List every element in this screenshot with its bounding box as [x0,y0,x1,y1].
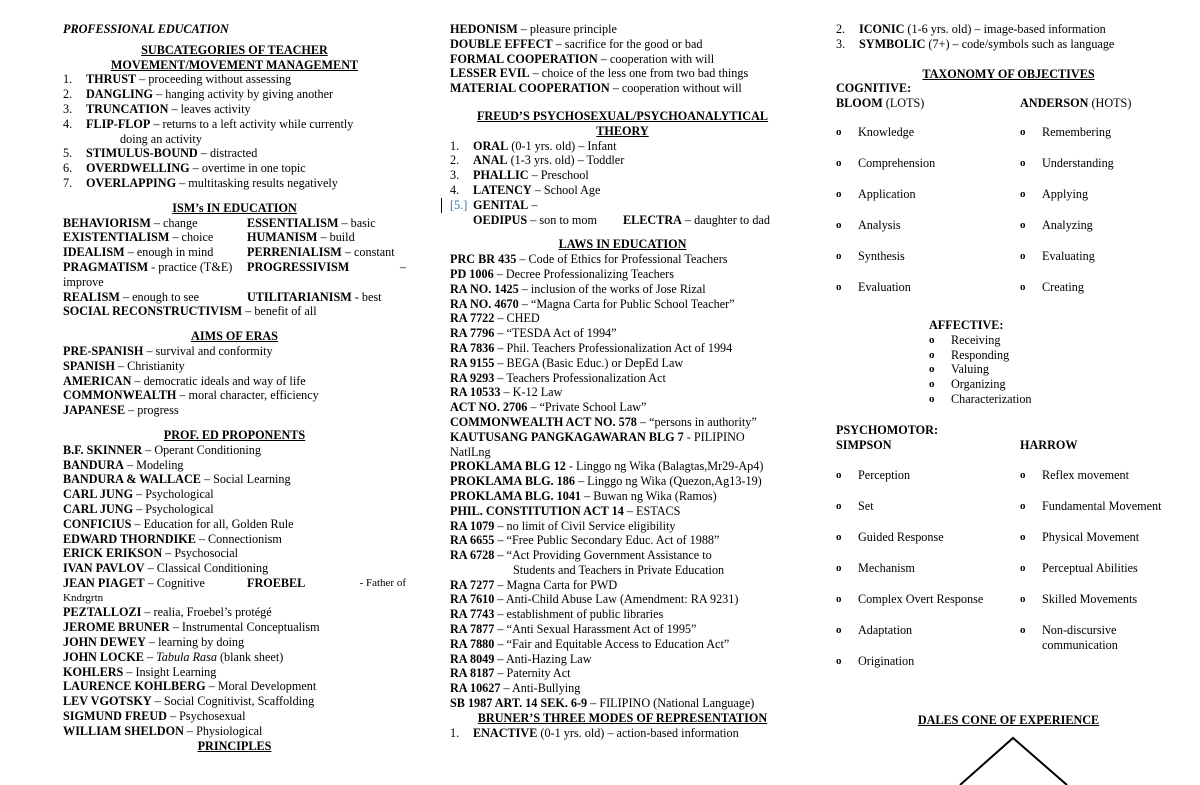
list-item: PEZTALLOZI – realia, Froebel’s protégé [63,605,272,620]
list-item: o Origination [836,654,915,669]
list-item: RA 7610 – Anti-Child Abuse Law (Amendment: RA 9231) [450,592,739,607]
list-item: EDWARD THORNDIKE – Connectionism [63,531,282,546]
list-item: BANDURA – Modeling [63,457,184,472]
list-item: o Characterization [929,391,1032,406]
list-item: 7. OVERLAPPING – multitasking results negatively [63,175,338,190]
list-item: RA 10533 – K-12 Law [450,385,563,400]
column-2 [450,22,795,740]
ism-item: ESSENTIALISM – basic [247,215,376,230]
list-item: B.F. SKINNER – Operant Conditioning [63,442,261,457]
list-item: BANDURA & WALLACE – Social Learning [63,472,291,487]
list-item: WILLIAM SHELDON – Physiological [63,723,263,738]
list-item: OEDIPUS – son to mom ELECTRA – daughter to dad [473,212,770,227]
list-item: RA NO. 4670 – “Magna Carta for Public School Teacher” [450,296,735,311]
list-item: o Guided Response [836,530,944,545]
list-item: CARL JUNG – Psychological [63,487,214,502]
list-item: RA 7796 – “TESDA Act of 1994” [450,326,617,341]
list-item: 2. ICONIC (1-6 yrs. old) – image-based information [836,22,1106,36]
list-item: FORMAL COOPERATION – cooperation with will [450,51,715,66]
column-1 [63,22,406,753]
list-item: RA 8049 – Anti-Hazing Law [450,651,592,666]
list-item: RA 7277 – Magna Carta for PWD [450,577,618,592]
column-3 [836,22,1181,685]
list-item: 2. ANAL (1-3 yrs. old) – Toddler [450,153,625,168]
list-item: LEV VGOTSKY – Social Cognitivist, Scaffolding [63,694,315,709]
principles-heading: PRINCIPLES [197,738,272,753]
freud-heading: FREUD’S PSYCHOSEXUAL/PSYCHOANALYTICAL THEORY [476,108,769,138]
cone-outline [960,738,1067,785]
list-item: PRE-SPANISH – survival and conformity [63,343,273,358]
eras-list [63,344,406,418]
isms-grid [63,216,406,275]
list-item: KAUTUSANG PANGKAGAWARAN BLG 7 - PILIPINO [450,429,745,444]
list-item: o Adaptation [836,623,913,638]
list-item: RA 10627 – Anti-Bullying [450,681,581,696]
document-title: PROFESSIONAL EDUCATION [63,22,229,36]
list-item: RA 7743 – establishment of public libraries [450,607,664,622]
list-item: RA 9155 – BEGA (Basic Educ.) or DepEd Law [450,355,684,370]
affective-block [836,318,1181,407]
eras-heading: AIMS OF ERAS [191,329,278,344]
bruner-list-cont [836,22,1181,52]
cognitive-grid [836,125,1181,311]
ism-item: SOCIAL RECONSTRUCTIVISM – benefit of all [63,304,317,319]
list-item: CARL JUNG – Psychological [63,501,214,516]
list-item: o Knowledge [836,124,915,139]
list-item: o Perception [836,468,911,483]
list-item: o Evaluation [836,279,911,294]
list-item: ACT NO. 2706 – “Private School Law” [450,400,647,415]
list-item: o Application [836,186,916,201]
change-bar-marker [441,198,442,213]
list-item: COMMONWEALTH ACT NO. 578 – “persons in authority” [450,414,757,429]
list-item-continuation: Students and Teachers in Private Education [513,562,725,577]
list-item: MATERIAL COOPERATION – cooperation without will [450,81,742,96]
list-item: o Fundamental Movement [1020,499,1162,514]
list-item: 1. THRUST – proceeding without assessing [63,72,292,87]
bloom-list [836,125,1020,311]
list-item: RA 8187 – Paternity Act [450,666,571,681]
taxonomy-heading: TAXONOMY OF OBJECTIVES [922,66,1095,81]
ism-item: PROGRESSIVISM – [247,259,406,274]
list-item: o Reflex movement [1020,468,1129,483]
harrow-label: HARROW [1020,437,1078,452]
list-item: o Evaluating [1020,248,1095,263]
list-item: SB 1987 ART. 14 SEK. 6-9 – FILIPINO (National Language) [450,696,755,711]
ism-item: BEHAVIORISM – change [63,215,198,230]
list-item: 1. ENACTIVE (0-1 yrs. old) – action-based information [450,725,739,740]
list-item: o Mechanism [836,561,915,576]
list-item: 2. DANGLING – hanging activity by giving another [63,87,334,102]
dales-cone-diagram [955,735,1075,785]
list-item: COMMONWEALTH – moral character, efficiency [63,388,319,403]
list-item: PROKLAMA BLG. 1041 – Buwan ng Wika (Ramos) [450,488,717,503]
list-item: o Creating [1020,279,1084,294]
list-item: RA 9293 – Teachers Professionalization Act [450,370,666,385]
list-item: o Analysis [836,217,901,232]
list-item: o Physical Movement [1020,530,1140,545]
list-item: PD 1006 – Decree Professionalizing Teachers [450,266,674,281]
list-item: PHIL. CONSTITUTION ACT 14 – ESTACS [450,503,681,518]
list-item-wrap: NatlLng [450,444,491,459]
anderson-label: ANDERSON (HOTS) [1020,96,1132,111]
list-item: o Non-discursive communication [1020,623,1118,653]
list-item: o Perceptual Abilities [1020,561,1138,576]
list-item: CONFICIUS – Education for all, Golden Rule [63,516,294,531]
harrow-list [1020,468,1181,685]
list-item: o Synthesis [836,248,905,263]
list-item: o Remembering [1020,124,1112,139]
bruner-heading: BRUNER’S THREE MODES OF REPRESENTATION [477,710,768,725]
list-item: o Organizing [929,377,1006,392]
list-item: JAPANESE – progress [63,403,179,418]
list-item: 3. TRUNCATION – leaves activity [63,101,251,116]
list-item: KOHLERS – Insight Learning [63,664,217,679]
list-item: RA 7722 – CHED [450,311,540,326]
bloom-label: BLOOM (LOTS) [836,96,925,111]
ism-wrap: improve [63,274,104,289]
list-item-continuation: doing an activity [120,131,202,146]
list-item: 6. OVERDWELLING – overtime in one topic [63,161,306,176]
list-item: PRC BR 435 – Code of Ethics for Professional Teachers [450,252,728,267]
list-item: o Complex Overt Response [836,592,984,607]
simpson-label: SIMPSON [836,437,892,452]
list-item: o Analyzing [1020,217,1093,232]
list-item: ERICK ERIKSON – Psychosocial [63,546,239,561]
list-item: o Applying [1020,186,1089,201]
laws-list [450,252,795,711]
list-item: JOHN DEWEY – learning by doing [63,635,245,650]
list-item: 4. LATENCY – School Age [450,182,601,197]
list-item: o Skilled Movements [1020,592,1138,607]
list-item: RA 6655 – “Free Public Secondary Educ. Act of 1988” [450,533,720,548]
movement-list [63,72,406,190]
list-item: RA 6728 – “Act Providing Government Assistance to [450,548,712,563]
list-item: o Understanding [1020,155,1114,170]
list-item: 4. FLIP-FLOP – returns to a left activity while currently [63,116,354,131]
proponents-heading: PROF. ED PROPONENTS [163,427,306,442]
list-item: LESSER EVIL – choice of the less one from two bad things [450,66,749,81]
list-item: 1. ORAL (0-1 yrs. old) – Infant [450,138,617,153]
list-item: [5.] GENITAL – [450,198,795,213]
ism-item: UTILITARIANISM - best [247,289,382,304]
list-item: o Valuing [929,362,989,377]
psychomotor-grid [836,468,1181,685]
ism-item: EXISTENTIALISM – choice [63,230,214,245]
isms-heading: ISM’s IN EDUCATION [172,200,297,215]
affective-label: AFFECTIVE: [929,317,1004,332]
movement-heading: SUBCATEGORIES OF TEACHER MOVEMENT/MOVEMENT MANAGEMENT [110,42,359,72]
list-item: o Receiving [929,332,1001,347]
psychomotor-label: PSYCHOMOTOR: [836,422,939,437]
ism-item: REALISM – enough to see [63,289,200,304]
list-item: RA 1079 – no limit of Civil Service eligibility [450,518,676,533]
cognitive-label: COGNITIVE: [836,81,912,96]
list-item: RA 7880 – “Fair and Equitable Access to Education Act” [450,636,730,651]
anderson-list [1020,125,1181,311]
list-item: 5. STIMULUS-BOUND – distracted [63,146,258,161]
simpson-list [836,468,1020,685]
list-item-wrap: Kndrgrtn [63,591,104,604]
list-item: DOUBLE EFFECT – sacrifice for the good or bad [450,36,703,51]
list-item: JEROME BRUNER – Instrumental Conceptualism [63,620,320,635]
list-item: RA NO. 1425 – inclusion of the works of Jose Rizal [450,281,706,296]
list-item: SIGMUND FREUD – Psychosexual [63,709,246,724]
list-item: o Responding [929,347,1010,362]
list-item: SPANISH – Christianity [63,358,185,373]
laws-heading: LAWS IN EDUCATION [558,237,687,252]
list-item: RA 7877 – “Anti Sexual Harassment Act of 1995” [450,622,697,637]
ism-item: HUMANISM – build [247,230,355,245]
list-item: 3. PHALLIC – Preschool [450,168,589,183]
ism-item: PRAGMATISM - practice (T&E) [63,259,233,274]
ism-item: IDEALISM – enough in mind [63,245,214,260]
principles-list [450,22,795,96]
list-item: o Set [836,499,874,514]
dales-cone-heading: DALES CONE OF EXPERIENCE [917,713,1100,727]
list-item: JEAN PIAGET – Cognitive FROEBEL - Father of [63,575,406,590]
ism-item: PERRENIALISM – constant [247,245,395,260]
list-item: o Comprehension [836,155,936,170]
list-item: 3. SYMBOLIC (7+) – code/symbols such as language [836,36,1115,51]
freud-list [450,139,795,228]
list-item: HEDONISM – pleasure principle [450,22,617,36]
list-item: JOHN LOCKE – Tabula Rasa (blank sheet) [63,649,284,664]
list-item: PROKLAMA BLG. 186 – Linggo ng Wika (Quezon,Ag13-19) [450,474,762,489]
list-item: LAURENCE KOHLBERG – Moral Development [63,679,317,694]
list-item: RA 7836 – Phil. Teachers Professionalization Act of 1994 [450,340,733,355]
list-item: AMERICAN – democratic ideals and way of life [63,373,306,388]
proponents-list [63,443,406,739]
list-item: PROKLAMA BLG 12 - Linggo ng Wika (Balagtas,Mr29-Ap4) [450,459,764,474]
list-item: IVAN PAVLOV – Classical Conditioning [63,561,269,576]
